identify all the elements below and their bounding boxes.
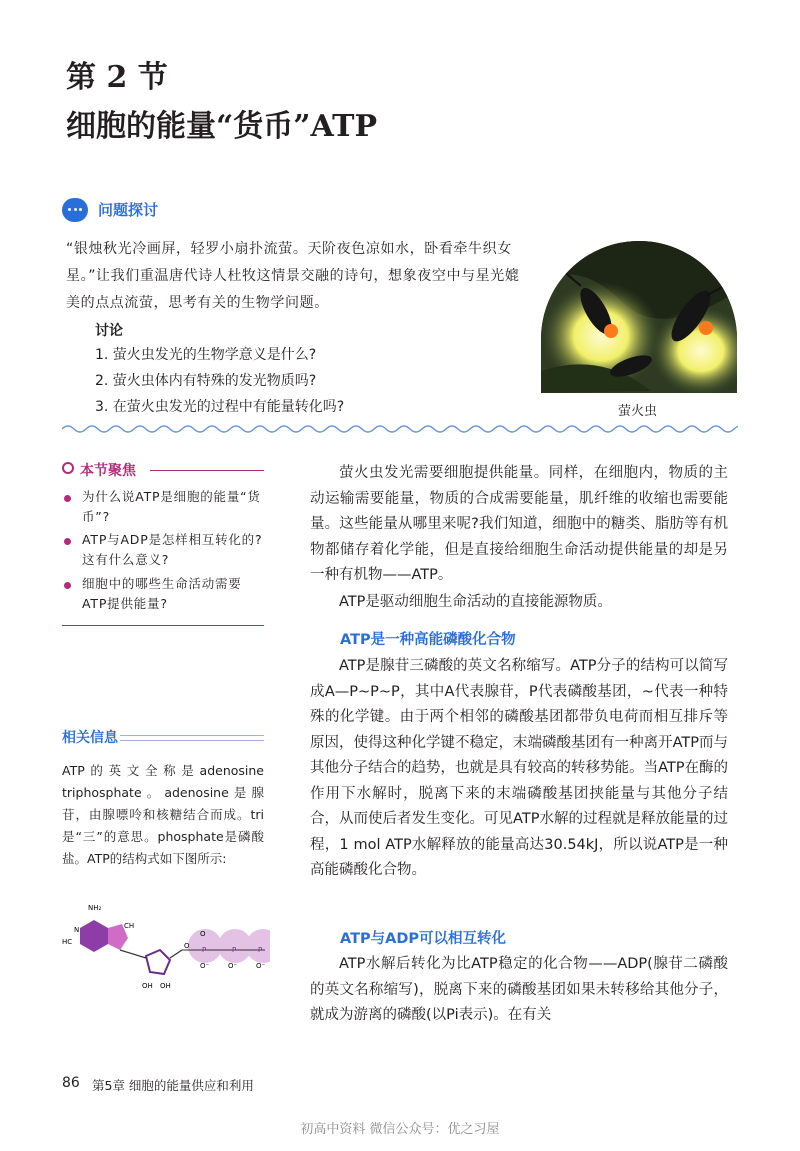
bullet-icon bbox=[64, 495, 71, 502]
atp-label-o-minus: O⁻ bbox=[200, 962, 210, 970]
related-info-heading: 相关信息 bbox=[62, 730, 118, 746]
wavy-divider bbox=[62, 423, 738, 435]
discussion-question: 1. 萤火虫发光的生物学意义是什么? bbox=[95, 347, 317, 363]
inquiry-poem: “银烛秋光冷画屏，轻罗小扇扑流萤。天阶夜色凉如水，卧看牵牛织女星。”让我们重温唐代诗人杜牧这情景交融的诗句，想象夜空中与星光媲美的点点流萤，思考有关的生物学问题。 bbox=[66, 241, 520, 311]
atp-label-o: O bbox=[200, 930, 206, 938]
body-paragraph: 萤火虫发光需要细胞提供能量。同样，在细胞内，物质的主动运输需要能量，物质的合成需要能量，肌纤维的收缩也需要能量。这些能量从哪里来呢?我们知道，细胞中的糖类、脂肪等有机物都储存着化学能，但是直接给细胞生命活动提供能量的却是另一种有机物——ATP。 bbox=[310, 465, 728, 583]
page-number: 86 bbox=[62, 1075, 80, 1091]
focus-item: ATP与ADP是怎样相互转化的?这有什么意义? bbox=[82, 532, 263, 567]
focus-item: 为什么说ATP是细胞的能量“货币”? bbox=[82, 489, 261, 524]
focus-heading: 本节聚焦 bbox=[80, 463, 136, 479]
focus-target-icon bbox=[62, 462, 74, 474]
firefly-photo bbox=[541, 241, 737, 393]
atp-label-p: P bbox=[202, 946, 207, 954]
bullet-icon bbox=[64, 582, 71, 589]
atp-label-oh: OH bbox=[160, 982, 171, 990]
atp-label-p: P bbox=[258, 946, 263, 954]
discussion-question: 3. 在萤火虫发光的过程中有能量转化吗? bbox=[95, 399, 345, 415]
body-paragraph: ATP是驱动细胞生命活动的直接能源物质。 bbox=[339, 594, 612, 610]
discussion-label: 讨论 bbox=[95, 323, 123, 339]
atp-label-o: O bbox=[184, 942, 190, 950]
section-number: 第 2 节 bbox=[66, 60, 168, 95]
atp-label-oh: OH bbox=[142, 982, 153, 990]
speech-bubble-icon bbox=[62, 198, 88, 222]
focus-item: 细胞中的哪些生命活动需要ATP提供能量? bbox=[82, 576, 242, 611]
bullet-icon bbox=[64, 538, 71, 545]
discussion-question: 2. 萤火虫体内有特殊的发光物质吗? bbox=[95, 373, 317, 389]
atp-label-hc: HC bbox=[62, 938, 73, 946]
body-paragraph: ATP水解后转化为比ATP稳定的化合物——ADP(腺苷二磷酸的英文名称缩写)，脱离下来的磷酸基团如果未转移给其他分子，就成为游离的磷酸(以Pi表示)。在有关 bbox=[310, 956, 728, 1023]
chapter-footer: 第5章 细胞的能量供应和利用 bbox=[92, 1078, 254, 1093]
watermark-text: 初高中资料 微信公众号：优之习屋 bbox=[300, 1122, 500, 1137]
body-paragraph: ATP是腺苷三磷酸的英文名称缩写。ATP分子的结构可以简写成A—P~P~P，其中A代表腺苷，P代表磷酸基团，~代表一种特殊的化学键。由于两个相邻的磷酸基团都带负电荷而相互排斥等原因，使得这种化学键不稳定，末端磷酸基团有一种离开ATP而与其他分子结合的趋势，也就是具有较高的转移势能。当ATP在酶的作用下水解时，脱离下来的末端磷酸基团挟能量与其他分子结合，从而使后者发生变化。可见ATP水解的过程就是释放能量的过程，1 mol ATP水解释放的能量高达30.54kJ，所以说ATP是一种高能磷酸化合物。 bbox=[310, 658, 728, 878]
subheading: ATP与ADP可以相互转化 bbox=[340, 931, 506, 947]
atp-label-n: N bbox=[74, 926, 80, 934]
atp-label-ch: CH bbox=[124, 922, 135, 930]
focus-bottom-rule bbox=[62, 625, 264, 626]
atp-label-p: P bbox=[232, 946, 237, 954]
atp-structure-diagram bbox=[60, 898, 270, 994]
related-info-text: ATP的英文全称是adenosine triphosphate。adenosine是腺苷，由腺嘌呤和核糖结合而成。tri是“三”的意思。phosphate是磷酸盐。ATP的结构式如下图所示: bbox=[62, 763, 264, 866]
subheading: ATP是一种高能磷酸化合物 bbox=[340, 632, 516, 648]
related-info-rule bbox=[120, 735, 264, 741]
inquiry-heading: 问题探讨 bbox=[98, 201, 159, 219]
atp-label-o-minus: O⁻ bbox=[228, 962, 238, 970]
atp-label-nh2: NH₂ bbox=[88, 904, 102, 912]
page-title: 细胞的能量“货币”ATP bbox=[66, 109, 378, 144]
photo-caption: 萤火虫 bbox=[618, 404, 658, 419]
atp-label-o-minus: O⁻ bbox=[256, 962, 266, 970]
focus-heading-rule bbox=[150, 470, 264, 471]
